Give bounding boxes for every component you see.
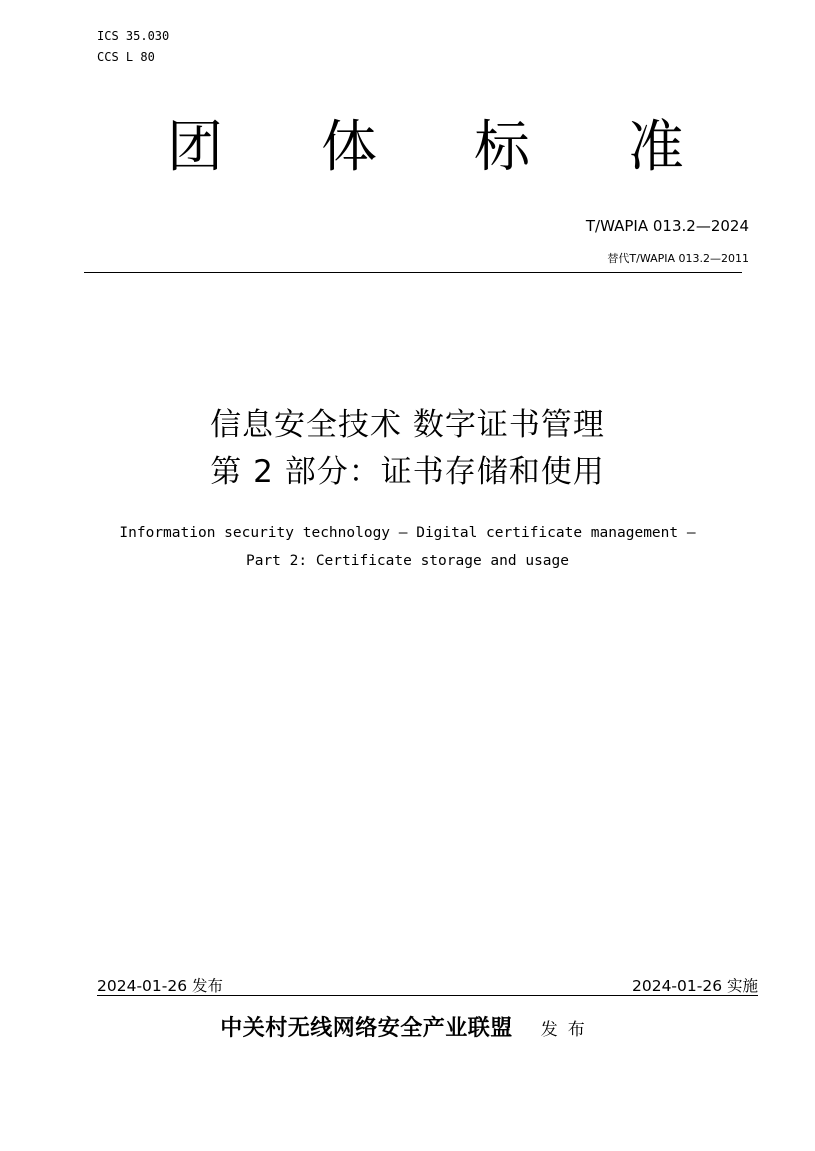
bottom-divider	[97, 995, 758, 996]
publisher-organization: 中关村无线网络安全产业联盟	[220, 1016, 513, 1041]
title-char-1: 团	[167, 115, 223, 180]
publisher-action: 发布	[540, 1020, 595, 1040]
chinese-title-line-2: 第 2 部分：证书存储和使用	[210, 454, 605, 490]
chinese-title-line-1: 信息安全技术 数字证书管理	[210, 407, 605, 443]
ccs-code: CCS L 80	[97, 50, 155, 64]
publisher-line	[0, 1012, 815, 1047]
publish-date: 2024-01-26 发布	[97, 977, 224, 995]
title-char-3: 标	[474, 115, 530, 180]
standard-number: T/WAPIA 013.2—2024	[585, 217, 749, 235]
title-char-4: 准	[628, 115, 684, 180]
title-char-2: 体	[321, 115, 377, 180]
standard-type-title	[0, 112, 815, 184]
implementation-date: 2024-01-26 实施	[631, 977, 758, 995]
top-divider	[84, 272, 742, 273]
ics-code: ICS 35.030	[97, 29, 170, 43]
english-title-line-2: Part 2: Certificate storage and usage	[245, 553, 569, 569]
english-title-line-1: Information security technology — Digital certificate management —	[119, 525, 696, 541]
replaces-standard: 替代T/WAPIA 013.2—2011	[607, 252, 749, 265]
